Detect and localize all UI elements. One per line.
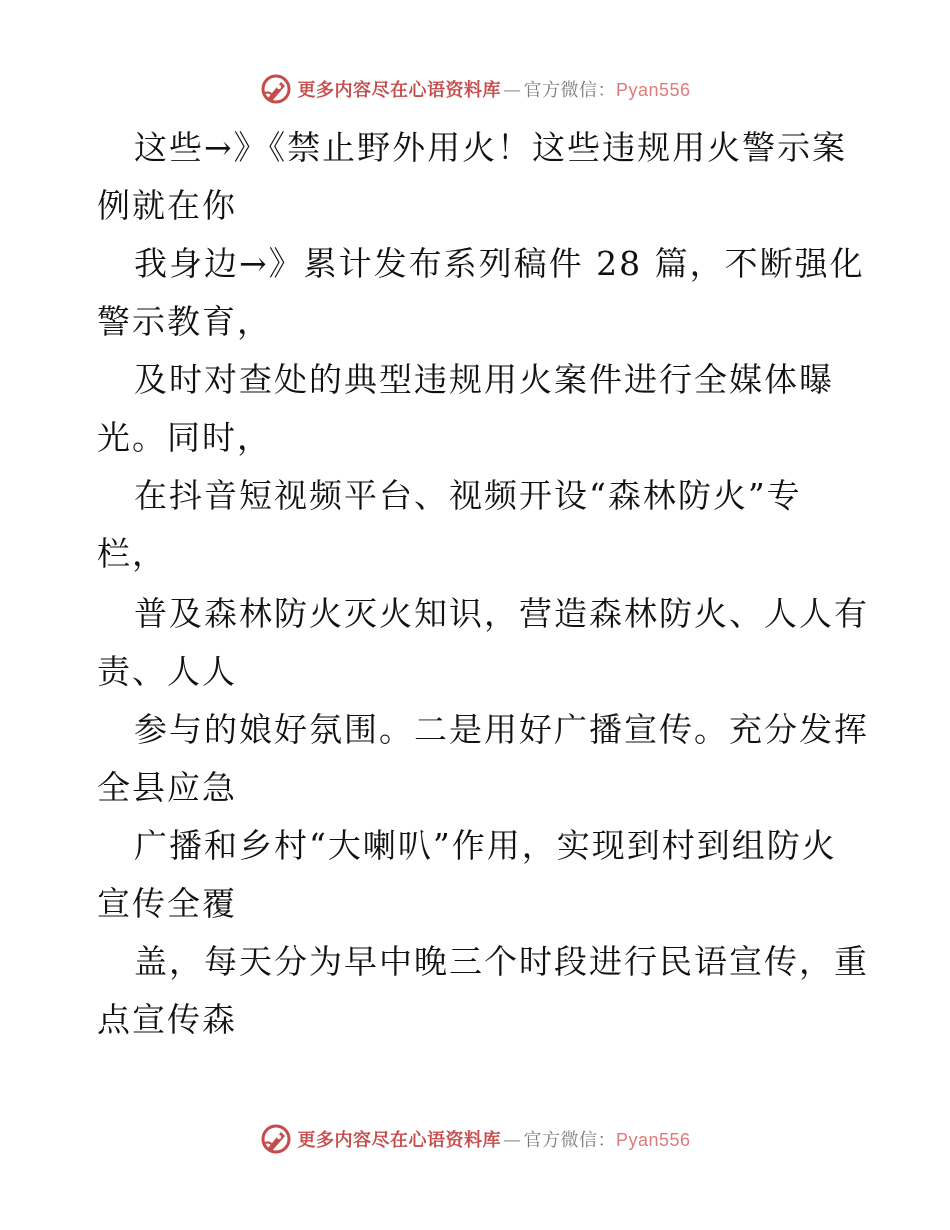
pen-nib-logo-icon	[259, 72, 293, 106]
body-line: 责、人人	[97, 652, 237, 691]
footer-banner	[0, 1122, 950, 1156]
header-wechat-label: 官方微信：	[523, 80, 616, 101]
header-text	[297, 76, 690, 102]
body-line: 参与的娘好氛围。二是用好广播宣传。充分发挥	[134, 710, 869, 749]
body-line: 及时对查处的典型违规用火案件进行全媒体曝	[134, 360, 834, 399]
footer-banner-inner	[259, 1122, 690, 1156]
body-line: 广播和乡村“大喇叭”作用，实现到村到组防火	[134, 826, 837, 865]
footer-wechat-label: 官方微信：	[523, 1130, 616, 1151]
body-line: 例就在你	[97, 186, 237, 225]
header-banner-inner	[259, 72, 690, 106]
header-dash: —	[502, 80, 522, 101]
body-line: 这些→》《禁止野外用火！这些违规用火警示案	[134, 128, 848, 167]
footer-dash: —	[502, 1130, 522, 1151]
body-line: 普及森林防火灭火知识，营造森林防火、人人有	[134, 594, 869, 633]
body-line: 在抖音短视频平台、视频开设“森林防火”专	[134, 476, 802, 515]
pen-nib-logo-icon	[259, 1122, 293, 1156]
header-banner	[0, 72, 950, 106]
body-line: 宣传全覆	[97, 884, 237, 923]
body-line: 盖，每天分为早中晚三个时段进行民语宣传，重	[134, 942, 869, 981]
body-line: 栏，	[97, 534, 167, 573]
body-line: 全县应急	[97, 768, 237, 807]
header-wechat-id: Pyan556	[615, 80, 691, 100]
footer-wechat-id: Pyan556	[615, 1130, 691, 1150]
header-promo: 更多内容尽在心语资料库	[297, 80, 501, 101]
footer-promo: 更多内容尽在心语资料库	[297, 1130, 501, 1151]
body-line: 警示教育，	[97, 302, 272, 341]
body-line: 我身边→》累计发布系列稿件 28 篇，不断强化	[134, 244, 865, 283]
body-line: 点宣传森	[97, 1000, 237, 1039]
footer-text	[297, 1126, 690, 1152]
body-line: 光。同时，	[97, 418, 272, 457]
